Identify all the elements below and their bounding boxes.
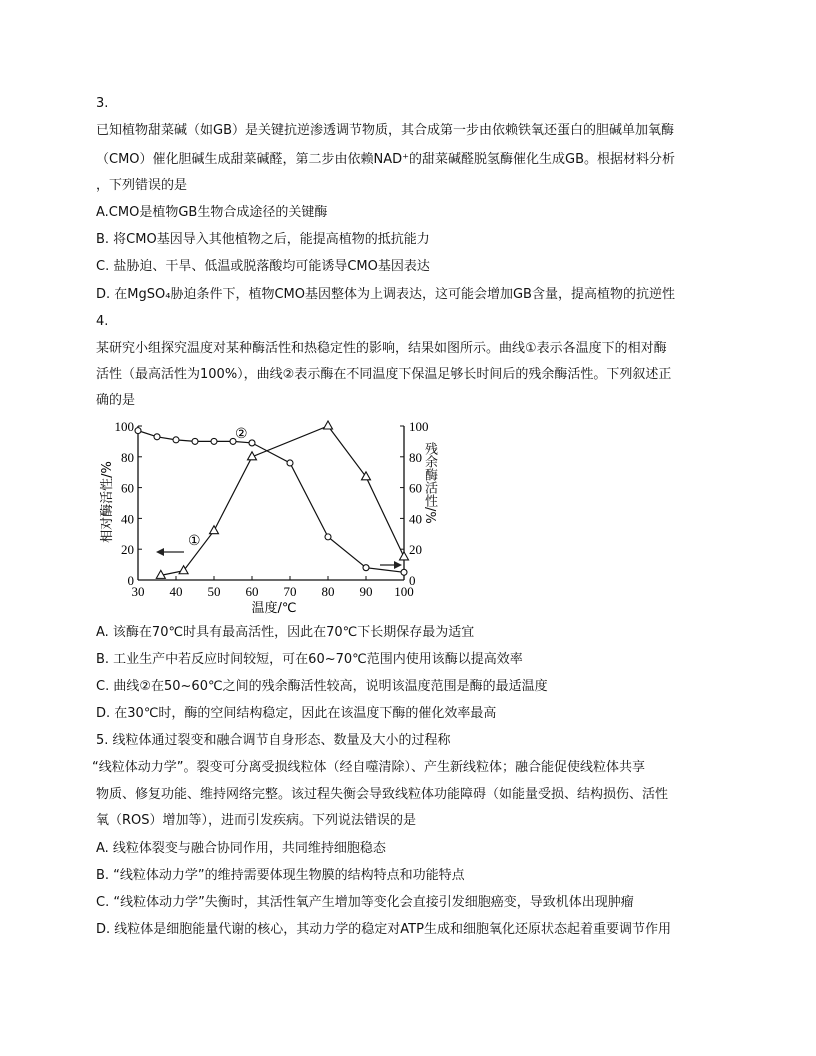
q3-option-b: B. 将CMO基因导入其他植物之后，能提高植物的抵抗能力 — [96, 232, 430, 247]
y-tick-label-right: 40 — [409, 511, 422, 527]
y-tick-label-right: 20 — [409, 542, 422, 558]
q3-stem-line-2: （CMO）催化胆碱生成甜菜碱醛，第二步由依赖NAD⁺的甜菜碱醛脱氢酶催化生成GB。根据材料分析 — [96, 152, 676, 167]
x-tick-label: 100 — [394, 584, 414, 599]
q3-stem-line-1: 已知植物甜菜碱（如GB）是关键抗逆渗透调节物质，其合成第一步由依赖铁氧还蛋白的胆碱单加氧酶 — [96, 123, 674, 138]
q4-option-b: B. 工业生产中若反应时间较短，可在60~70℃范围内使用该酶以提高效率 — [96, 652, 523, 667]
series-2-point — [401, 569, 407, 575]
q4-option-a: A. 该酶在70℃时具有最高活性，因此在70℃下长期保存最为适宜 — [96, 625, 475, 640]
y-tick-label-left: 20 — [121, 542, 134, 558]
y-tick-label-right: 60 — [409, 480, 422, 496]
series-2-point — [211, 438, 217, 444]
q3-option-c: C. 盐胁迫、干旱、低温或脱落酸均可能诱导CMO基因表达 — [96, 259, 430, 274]
series-1-point — [324, 421, 333, 429]
x-tick-label: 50 — [207, 584, 221, 599]
q4-option-d: D. 在30℃时，酶的空间结构稳定，因此在该温度下酶的催化效率最高 — [96, 706, 497, 721]
x-axis-label: 温度/℃ — [251, 601, 297, 616]
q4-option-c: C. 曲线②在50~60℃之间的残余酶活性较高，说明该温度范围是酶的最适温度 — [96, 679, 548, 694]
q5-option-a: A. 线粒体裂变与融合协同作用，共同维持细胞稳态 — [96, 841, 386, 856]
x-tick-label: 90 — [359, 584, 373, 599]
series-2-point — [325, 534, 331, 540]
series-2-name: ② — [235, 427, 248, 442]
series-2-label — [235, 427, 248, 442]
y-tick-label-left: 80 — [121, 449, 134, 465]
series-1-label — [188, 534, 201, 549]
x-tick-label: 40 — [169, 584, 183, 599]
q5-number-stem: 5. 线粒体通过裂变和融合调节自身形态、数量及大小的过程称 — [96, 733, 451, 748]
series-2-point — [287, 460, 293, 466]
y-tick-label-left: 100 — [114, 419, 134, 434]
q5-stem-line-3: 氧（ROS）增加等），进而引发疾病。下列说法错误的是 — [96, 813, 417, 828]
q4-stem-line-3: 确的是 — [96, 393, 136, 408]
y-tick-label-right: 80 — [409, 449, 422, 465]
x-tick-label: 60 — [245, 584, 259, 599]
y-tick-label-left: 0 — [127, 573, 134, 588]
q5-option-c: C. “线粒体动力学”失衡时，其活性氧产生增加等变化会直接引发细胞癌变，导致机体出现肿瘤 — [96, 895, 634, 910]
y-axis-label-right-html: 残余酶活性/% — [422, 442, 437, 524]
series-2-point — [363, 565, 369, 571]
x-tick-label: 80 — [321, 584, 335, 599]
x-tick-label: 70 — [283, 584, 297, 599]
q3-number: 3. — [96, 96, 109, 111]
arrow-left-annotation — [156, 548, 184, 556]
series-2-point — [192, 438, 198, 444]
y-axis-label-left: 相对酶活性/% — [100, 461, 115, 543]
y-tick-label-left: 40 — [121, 511, 134, 527]
series-2-point — [173, 437, 179, 443]
y-tick-label-right: 100 — [409, 419, 429, 434]
q3-stem-line-3: ，下列错误的是 — [96, 178, 188, 193]
series-2-point — [154, 434, 160, 440]
q3-option-d: D. 在MgSO₄胁迫条件下，植物CMO基因整体为上调表达，这可能会增加GB含量，提高植物的抗逆性 — [96, 287, 675, 302]
series-1-line — [161, 426, 404, 575]
q5-option-b: B. “线粒体动力学”的维持需要体现生物膜的结构特点和功能特点 — [96, 868, 465, 883]
q5-option-d: D. 线粒体是细胞能量代谢的核心，其动力学的稳定对ATP生成和细胞氧化还原状态起着重要调节作用 — [96, 922, 671, 937]
q4-stem-line-2: 活性（最高活性为100%），曲线②表示酶在不同温度下保温足够长时间后的残余酶活性。下列叙述正 — [96, 367, 672, 382]
y-tick-label-left: 60 — [121, 480, 134, 496]
series-1-name: ① — [188, 534, 201, 549]
series-2-point — [249, 440, 255, 446]
q5-stem-line-1: “线粒体动力学”。裂变可分离受损线粒体（经自噬清除）、产生新线粒体；融合能促使线粒体共享 — [92, 760, 645, 775]
enzyme-activity-chart — [96, 412, 429, 617]
series-1-point — [210, 526, 219, 534]
q5-stem-line-2: 物质、修复功能、维持网络完整。该过程失衡会导致线粒体功能障碍（如能量受损、结构损伤、活性 — [96, 787, 669, 802]
x-tick-label: 30 — [131, 584, 145, 599]
q3-option-a: A.CMO是植物GB生物合成途径的关键酶 — [96, 205, 328, 220]
series-2-line — [138, 431, 404, 573]
q4-number: 4. — [96, 314, 109, 329]
series-1-point — [400, 552, 409, 560]
y-tick-label-right: 0 — [409, 573, 416, 588]
series-2-point — [135, 428, 141, 434]
q4-stem-line-1: 某研究小组探究温度对某种酶活性和热稳定性的影响，结果如图所示。曲线①表示各温度下的相对酶 — [96, 341, 667, 356]
arrow-right-annotation — [380, 561, 402, 569]
